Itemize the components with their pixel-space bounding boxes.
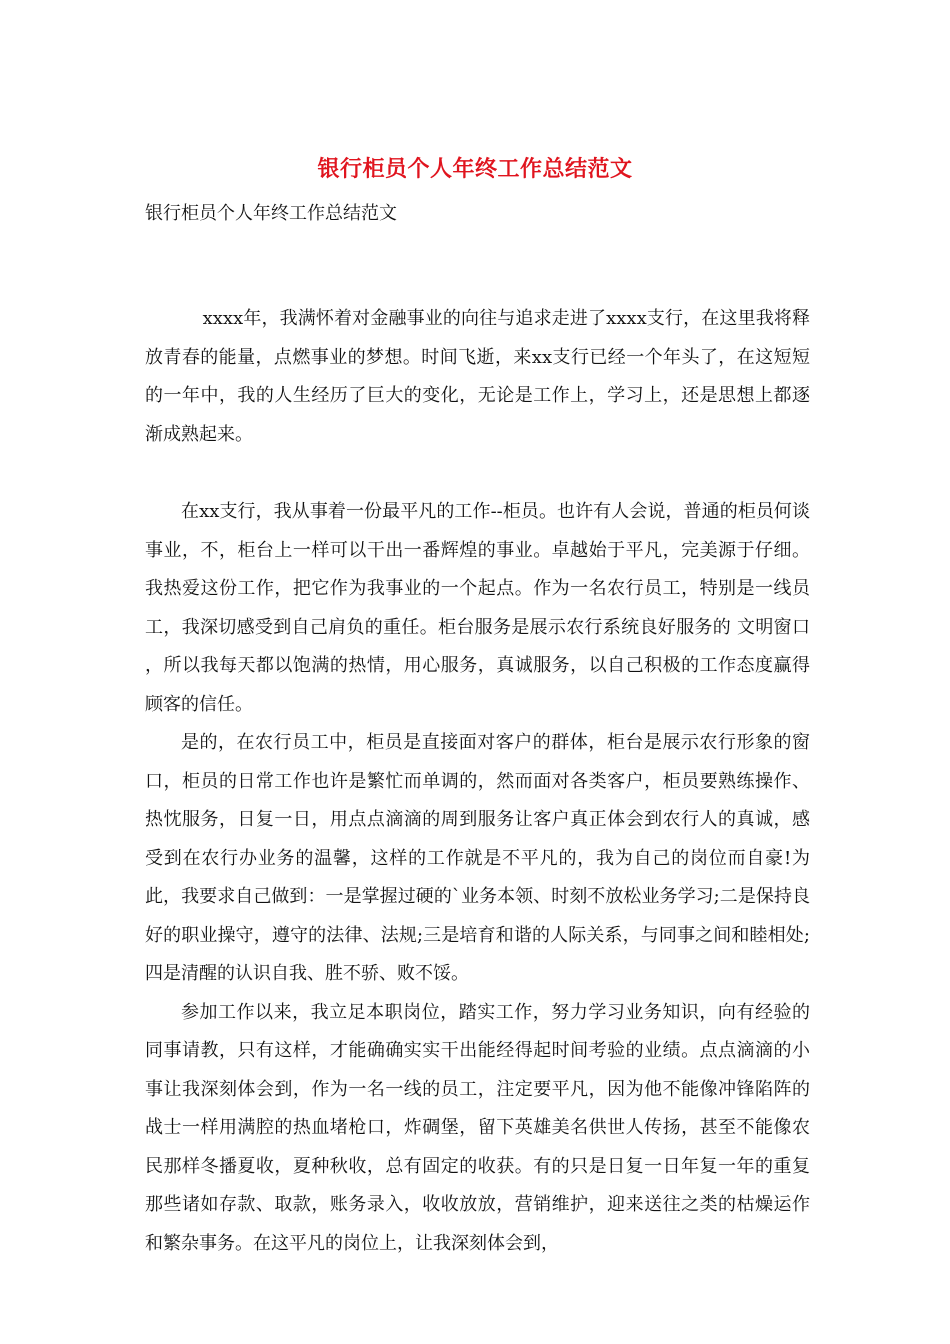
document-title: 银行柜员个人年终工作总结范文 (317, 156, 633, 182)
paragraph-4: 参加工作以来，我立足本职岗位，踏实工作，努力学习业务知识，向有经验的同事请教，只有这样，才能确确实实干出能经得起时间考验的业绩。点点滴滴的小事让我深刻体会到，作为一名一线的员工，注定要平凡，因为他不能像冲锋陷阵的战士一样用满腔的热血堵枪口，炸碉堡，留下英雄美名供世人传扬，甚至不能像农民那样冬播夏收，夏种秋收，总有固定的收获。有的只是日复一日年复一年的重复那些诸如存款、取款，账务录入，收收放放，营销维护，迎来送往之类的枯燥运作和繁杂事务。在这平凡的岗位上，让我深刻体会到， (145, 1001, 810, 1254)
document-subtitle: 银行柜员个人年终工作总结范文 (145, 203, 397, 224)
paragraph-gap (145, 454, 810, 493)
paragraph-3: 是的，在农行员工中，柜员是直接面对客户的群体，柜台是展示农行形象的窗口，柜员的日常工作也许是繁忙而单调的，然而面对各类客户，柜员要熟练操作、热忱服务，日复一日，用点点滴滴的周到服务让客户真正体会到农行人的真诚，感受到在农行办业务的温馨，这样的工作就是不平凡的，我为自己的岗位而自豪!为此，我要求自己做到：一是掌握过硬的`业务本领、时刻不放松业务学习;二是保持良好的职业操守，遵守的法律、法规;三是培育和谐的人际关系，与同事之间和睦相处;四是清醒的认识自我、胜不骄、败不馁。 (145, 732, 810, 984)
document-body (145, 300, 810, 1263)
paragraph-2: 在xx支行，我从事着一份最平凡的工作--柜员。也许有人会说，普通的柜员何谈事业，不，柜台上一样可以干出一番辉煌的事业。卓越始于平凡，完美源于仔细。我热爱这份工作，把它作为我事业的一个起点。作为一名农行员工，特别是一线员工，我深切感受到自己肩负的重任。柜台服务是展示农行系统良好服务的 文明窗口 ，所以我每天都以饱满的热情，用心服务，真诚服务，以自己积极的工作态度赢得顾客的信任。 (145, 501, 810, 715)
paragraph-1: xxxx年，我满怀着对金融事业的向往与追求走进了xxxx支行，在这里我将释放青春的能量，点燃事业的梦想。时间飞逝，来xx支行已经一个年头了，在这短短的一年中，我的人生经历了巨大的变化，无论是工作上，学习上，还是思想上都逐渐成熟起来。 (145, 308, 810, 445)
